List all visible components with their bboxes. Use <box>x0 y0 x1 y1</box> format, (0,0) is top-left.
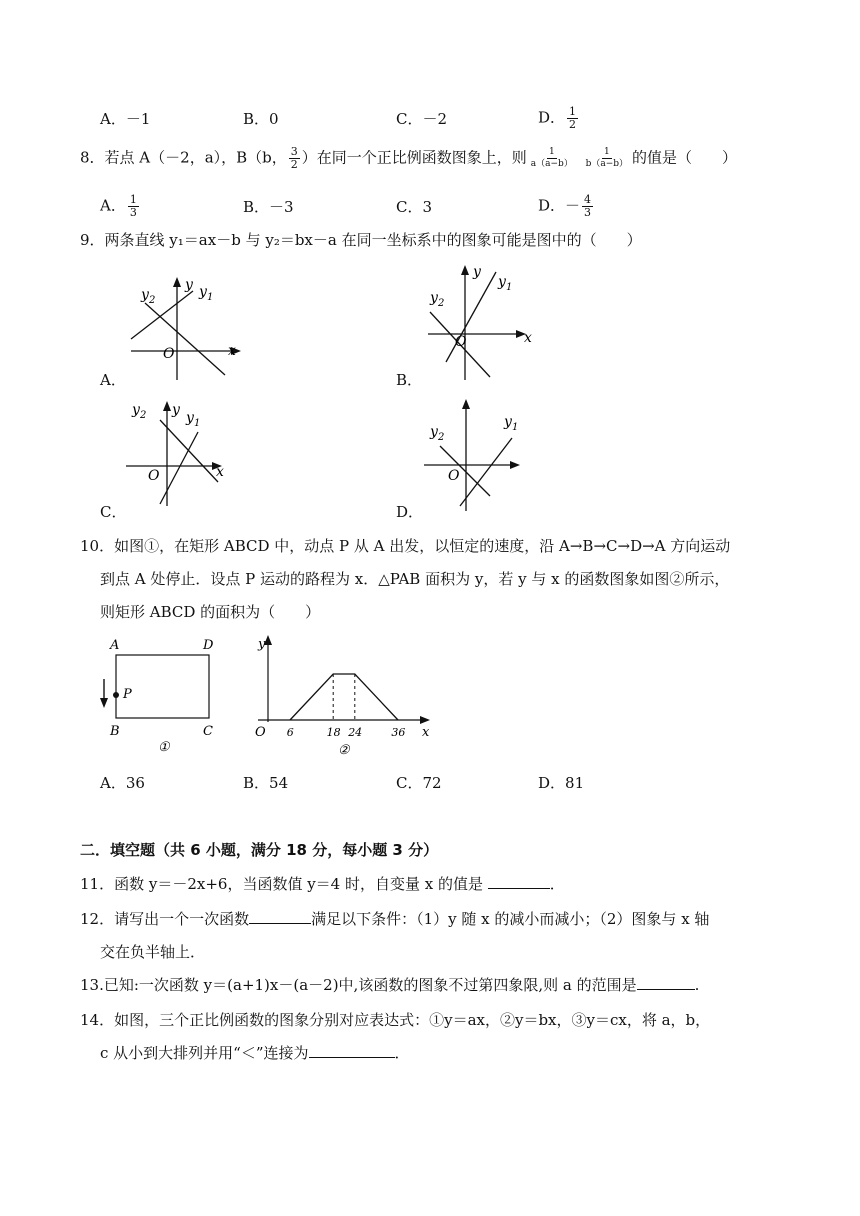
x-axis-label: x <box>228 343 236 359</box>
y2-sub: 2 <box>438 298 445 309</box>
frac-num: 1 <box>548 147 555 157</box>
label-d: D <box>203 638 214 653</box>
q7-option-d <box>538 106 580 131</box>
q12-line-1 <box>80 908 709 930</box>
frac-den: 2 <box>290 158 298 171</box>
y-axis-label: y <box>172 402 180 418</box>
q10-option-b: B．54 <box>243 774 289 792</box>
q11-answer-blank[interactable] <box>488 874 550 889</box>
frac-den: 3 <box>129 206 137 219</box>
tick-18: 18 <box>326 726 341 739</box>
y1-label: y <box>199 284 207 300</box>
q9-label-d: D． <box>396 503 424 521</box>
y2-sub: 2 <box>438 432 445 443</box>
frac-den: 3 <box>584 206 592 219</box>
q11 <box>80 873 565 895</box>
x-axis-label: x <box>524 330 532 346</box>
y1-label: y <box>498 274 506 290</box>
q9-graph-d <box>420 396 530 514</box>
y-axis-arrow <box>461 265 469 275</box>
y1-label: y <box>186 410 194 426</box>
frac-den: a（a−b） <box>530 159 573 169</box>
y-axis-label: y <box>258 637 266 652</box>
q14-end: ． <box>394 1044 410 1062</box>
y1-sub: 1 <box>512 422 519 433</box>
frac-num: 3 <box>290 145 298 158</box>
q9-graph-b <box>418 262 543 382</box>
line-y2 <box>145 303 225 375</box>
y-axis-arrow <box>163 401 171 411</box>
q14-answer-blank[interactable] <box>309 1043 395 1058</box>
q8-stem-part3: 的值是（ ） <box>632 148 738 167</box>
origin-label: O <box>255 725 266 740</box>
q7-option-b: B．0 <box>243 110 279 128</box>
q10-figure-1 <box>96 634 226 758</box>
q8-stem-part1: 8．若点 A（－2，a），B（b， <box>80 148 287 167</box>
y2-label: y <box>141 287 149 303</box>
origin-label: O <box>163 346 175 362</box>
q10-option-a: A．36 <box>100 774 145 792</box>
q14-line-1: 14．如图，三个正比例函数的图象分别对应表达式：①y＝ax，②y＝bx，③y＝cx，将 a，b， <box>80 1011 711 1029</box>
y-axis-label: y <box>185 277 193 293</box>
q10-figure-2 <box>252 632 442 760</box>
q8-option-b: B．－3 <box>243 198 294 216</box>
label-b: B <box>110 724 120 739</box>
label-a: A <box>110 638 120 653</box>
q10-option-c: C．72 <box>396 774 442 792</box>
q8-fraction-2 <box>584 147 630 170</box>
q12-text-a: 12．请写出一个一次函数 <box>80 910 250 928</box>
q7-option-a: A．－1 <box>100 110 151 128</box>
q8-option-d-prefix: D．－ <box>538 196 581 215</box>
q12-line-2: 交在负半轴上． <box>100 943 206 961</box>
q8-option-a <box>100 194 141 219</box>
q10-option-d: D．81 <box>538 774 585 792</box>
q9-label-c: C． <box>100 503 127 521</box>
q10-line-1: 10．如图①，在矩形 ABCD 中，动点 P 从 A 出发，以恒定的速度，沿 A→B→C→D→A 方向运动 <box>80 537 731 555</box>
q8-option-a-fraction <box>128 194 139 219</box>
x-axis-arrow <box>420 716 430 724</box>
x-axis-label: x <box>422 725 430 740</box>
q13-end: . <box>694 976 700 994</box>
line-y1 <box>160 432 198 504</box>
tick-6: 6 <box>286 726 294 739</box>
q7-option-d-fraction <box>567 106 578 131</box>
q12-text-b: 满足以下条件：（1）y 随 x 的减小而减小；（2）图象与 x 轴 <box>311 910 710 928</box>
label-c: C <box>203 724 213 739</box>
q9-graph-a <box>125 275 255 385</box>
frac-num: 1 <box>603 147 610 157</box>
q14-text-a: c 从小到大排列并用“＜”连接为 <box>100 1044 309 1062</box>
point-p <box>113 692 119 698</box>
frac-num: 1 <box>569 105 577 118</box>
y1-label: y <box>504 414 512 430</box>
q11-text: 11．函数 y＝－2x+6，当函数值 y＝4 时，自变量 x 的值是 <box>80 875 483 893</box>
q9-label-a: A． <box>100 371 126 389</box>
q13-answer-blank[interactable] <box>637 975 695 990</box>
q14-line-2 <box>100 1042 410 1064</box>
q13 <box>80 974 699 996</box>
frac-num: 4 <box>584 193 592 206</box>
tick-24: 24 <box>348 726 363 739</box>
origin-label: O <box>148 468 160 484</box>
q9-graph-c <box>120 398 240 510</box>
line-y2 <box>160 420 218 482</box>
y1-sub: 1 <box>506 282 513 293</box>
q8-fraction-1 <box>529 147 575 170</box>
y-axis-arrow <box>173 277 181 287</box>
x-axis-label: x <box>216 464 224 480</box>
line-y1 <box>446 272 496 362</box>
function-graph <box>290 674 398 720</box>
q8-option-d <box>538 194 595 219</box>
frac-den: 2 <box>569 118 577 131</box>
q9-stem: 9．两条直线 y₁＝ax－b 与 y₂＝bx－a 在同一坐标系中的图象可能是图中的（ ） <box>80 231 642 249</box>
y2-label: y <box>430 424 438 440</box>
direction-arrowhead <box>100 698 108 708</box>
y-axis-arrow <box>462 399 470 409</box>
q10-line-2: 到点 A 处停止．设点 P 运动的路程为 x．△PAB 面积为 y，若 y 与 x 的函数图象如图②所示， <box>100 570 730 588</box>
q7-option-d-prefix: D． <box>538 108 566 127</box>
figure-caption-2: ② <box>338 743 350 758</box>
q8-stem-part2: ）在同一个正比例函数图象上，则 <box>301 148 527 167</box>
q11-end: ． <box>549 875 565 893</box>
y2-label: y <box>132 402 140 418</box>
origin-label: O <box>448 468 460 484</box>
frac-den: b（a−b） <box>585 159 629 169</box>
line-y1 <box>460 438 512 506</box>
q8-stem <box>80 146 737 171</box>
figure-caption-1: ① <box>158 740 170 755</box>
y1-sub: 1 <box>207 292 214 303</box>
y1-sub: 1 <box>194 418 201 429</box>
q8-option-a-prefix: A． <box>100 196 126 215</box>
q7-option-c: C．－2 <box>396 110 448 128</box>
q8-option-d-fraction <box>582 194 593 219</box>
y2-label: y <box>430 290 438 306</box>
y2-sub: 2 <box>149 295 156 306</box>
y2-sub: 2 <box>140 410 147 421</box>
label-p: P <box>123 687 132 702</box>
q8-option-c: C．3 <box>396 198 433 216</box>
section-2-title: 二．填空题（共 6 小题，满分 18 分，每小题 3 分） <box>80 841 439 859</box>
q13-text: 13.已知:一次函数 y＝(a+1)x－(a－2)中,该函数的图象不过第四象限,则 a 的范围是 <box>80 976 637 994</box>
x-axis-arrow <box>510 461 520 469</box>
tick-36: 36 <box>391 726 406 739</box>
q12-answer-blank[interactable] <box>249 909 311 924</box>
origin-label: O <box>455 334 467 350</box>
q8-b-fraction <box>289 146 300 171</box>
y-axis-label: y <box>473 264 481 280</box>
q10-line-3: 则矩形 ABCD 的面积为（ ） <box>100 603 321 621</box>
frac-num: 1 <box>129 193 137 206</box>
q9-label-b: B． <box>396 371 423 389</box>
